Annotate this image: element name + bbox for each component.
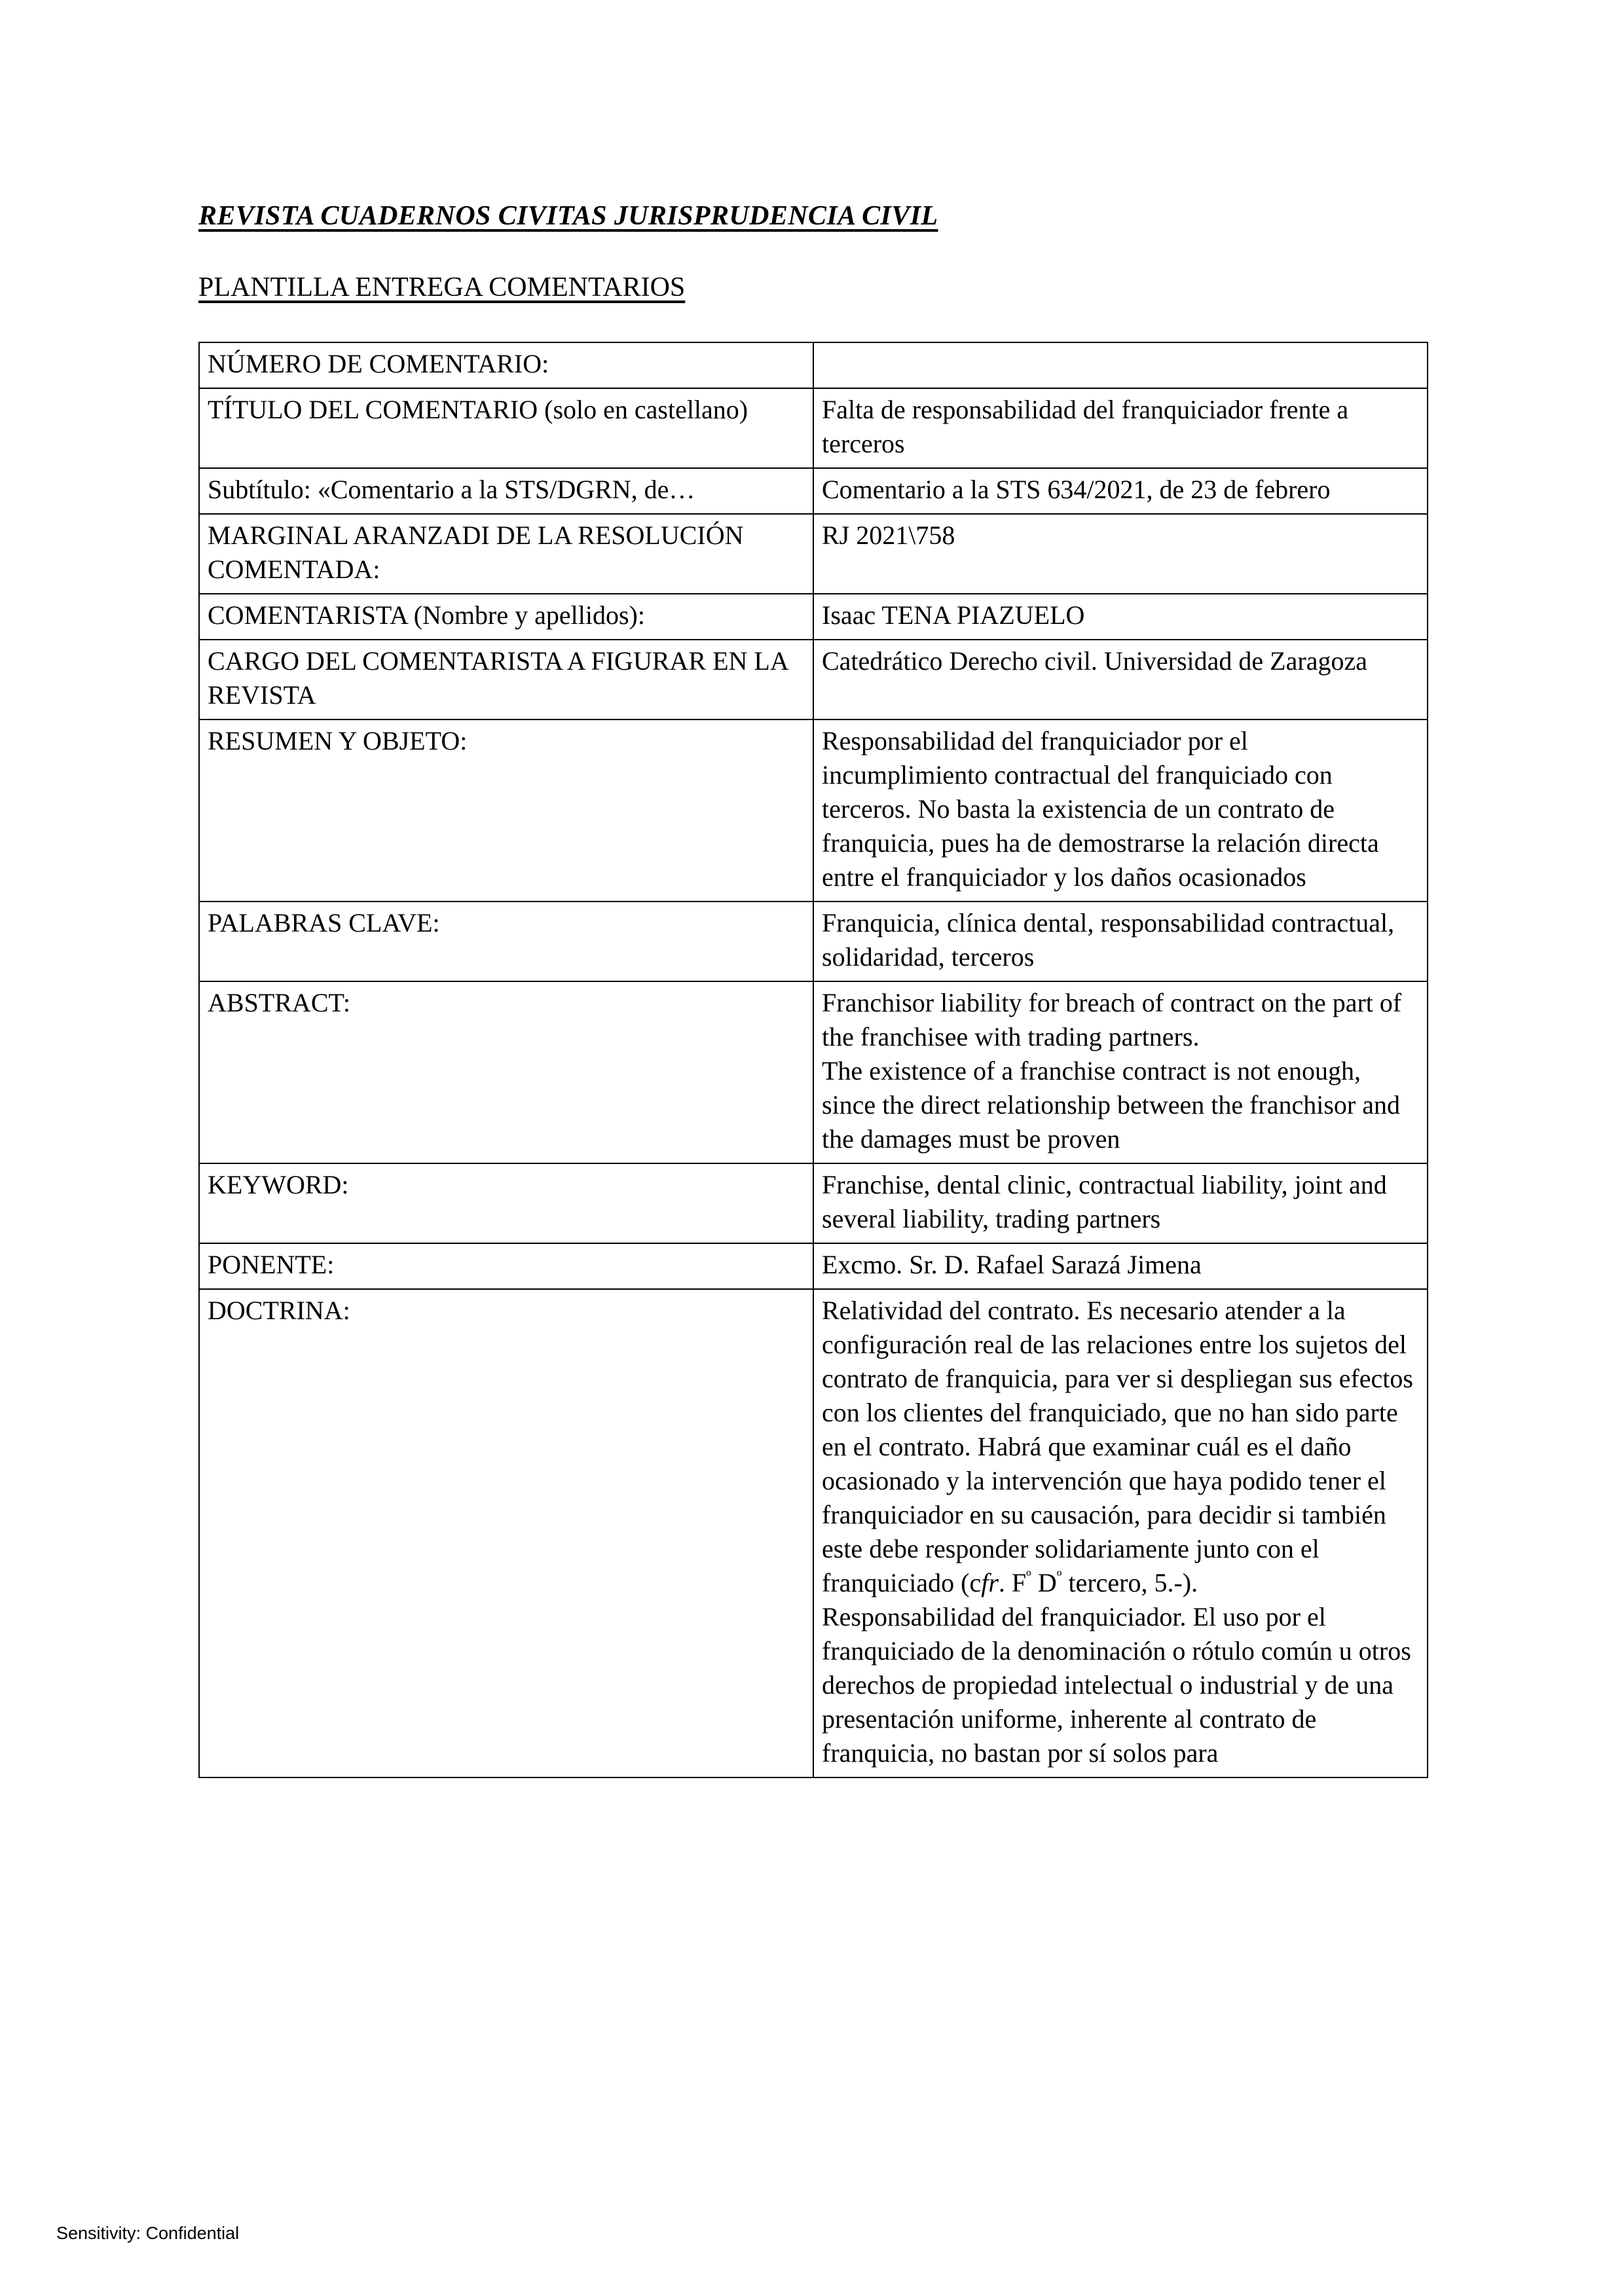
table-row: [199, 388, 1428, 468]
doctrina-paragraph-1: [822, 1294, 1420, 1600]
row-value-subtitulo[interactable]: Comentario a la STS 634/2021, de 23 de febrero: [813, 468, 1428, 514]
ordinal-indicator-1: º: [1026, 1568, 1031, 1586]
row-value-cargo-comentarista[interactable]: Catedrático Derecho civil. Universidad de Zaragoza: [813, 640, 1428, 720]
doctrina-paragraph-2: Responsabilidad del franquiciador. El uso por el franquiciado de la denominación o rótulo común u otros derechos de propiedad intelectual o industrial y de una presentación uniforme, inherente al contrato de franquicia, no bastan por sí solos para: [822, 1602, 1411, 1768]
row-value-ponente[interactable]: Excmo. Sr. D. Rafael Sarazá Jimena: [813, 1243, 1428, 1289]
row-label-ponente: PONENTE:: [199, 1243, 813, 1289]
row-value-keyword[interactable]: Franchise, dental clinic, contractual liability, joint and several liability, trading partners: [813, 1163, 1428, 1243]
row-value-marginal-aranzadi[interactable]: RJ 2021\758: [813, 514, 1428, 594]
table-row: [199, 1163, 1428, 1243]
row-value-palabras-clave[interactable]: Franquicia, clínica dental, responsabilidad contractual, solidaridad, terceros: [813, 902, 1428, 981]
table-row: [199, 594, 1428, 640]
table-row: [199, 902, 1428, 981]
row-label-keyword: KEYWORD:: [199, 1163, 813, 1243]
table-row: [199, 981, 1428, 1163]
table-row: [199, 640, 1428, 720]
page-subtitle: PLANTILLA ENTREGA COMENTARIOS: [198, 272, 686, 302]
row-label-comentarista: COMENTARISTA (Nombre y apellidos):: [199, 594, 813, 640]
doctrina-citation: (cfr. $F^º$ $D^º$ tercero, 5.-).: [961, 1568, 1198, 1597]
row-value-doctrina[interactable]: [813, 1289, 1428, 1777]
abstract-paragraph-1: Franchisor liability for breach of contract on the part of the franchisee with trading partners.: [822, 988, 1402, 1051]
row-value-abstract[interactable]: [813, 981, 1428, 1163]
row-label-titulo-comentario: TÍTULO DEL COMENTARIO (solo en castellano): [199, 388, 813, 468]
row-label-subtitulo: Subtítulo: «Comentario a la STS/DGRN, de…: [199, 468, 813, 514]
row-label-marginal-aranzadi: MARGINAL ARANZADI DE LA RESOLUCIÓN COMENTADA:: [199, 514, 813, 594]
table-row: [199, 514, 1428, 594]
table-row: [199, 468, 1428, 514]
table-row: [199, 1289, 1428, 1777]
table-row: [199, 342, 1428, 388]
page-title: REVISTA CUADERNOS CIVITAS JURISPRUDENCIA CIVIL: [198, 201, 938, 231]
ordinal-indicator-2: º: [1056, 1568, 1062, 1586]
row-value-resumen-objeto[interactable]: Responsabilidad del franquiciador por el incumplimiento contractual del franquiciado con terceros. No basta la existencia de un contrato de franquicia, pues ha de demostrarse la relación directa entre el franquiciador y los daños ocasionados: [813, 720, 1428, 902]
row-label-abstract: ABSTRACT:: [199, 981, 813, 1163]
row-value-comentarista[interactable]: Isaac TENA PIAZUELO: [813, 594, 1428, 640]
row-label-numero-comentario: NÚMERO DE COMENTARIO:: [199, 342, 813, 388]
comment-template-table-wrapper: [198, 342, 1427, 1778]
row-label-resumen-objeto: RESUMEN Y OBJETO:: [199, 720, 813, 902]
row-value-titulo-comentario[interactable]: Falta de responsabilidad del franquiciador frente a terceros: [813, 388, 1428, 468]
table-row: [199, 720, 1428, 902]
doctrina-citation-italic: fr: [981, 1568, 999, 1597]
row-label-cargo-comentarista: CARGO DEL COMENTARISTA A FIGURAR EN LA REVISTA: [199, 640, 813, 720]
row-label-doctrina: DOCTRINA:: [199, 1289, 813, 1777]
abstract-paragraph-2: The existence of a franchise contract is not enough, since the direct relationship between the franchisor and the damages must be proven: [822, 1056, 1400, 1154]
footer-sensitivity-label: Sensitivity: Confidential: [56, 2223, 240, 2243]
doctrina-paragraph-1-text: Relatividad del contrato. Es necesario atender a la configuración real de las relaciones entre los sujetos del contrato de franquicia, para ver si despliegan sus efectos con los clientes del franquiciado, que no han sido parte en el contrato. Habrá que examinar cuál es el daño ocasionado y la intervención que haya podido tener el franquiciador en su causación, para decidir si también este debe responder solidariamente junto con el franquiciado: [822, 1296, 1413, 1597]
row-label-palabras-clave: PALABRAS CLAVE:: [199, 902, 813, 981]
comment-template-table: [198, 342, 1428, 1778]
row-value-numero-comentario[interactable]: [813, 342, 1428, 388]
table-row: [199, 1243, 1428, 1289]
